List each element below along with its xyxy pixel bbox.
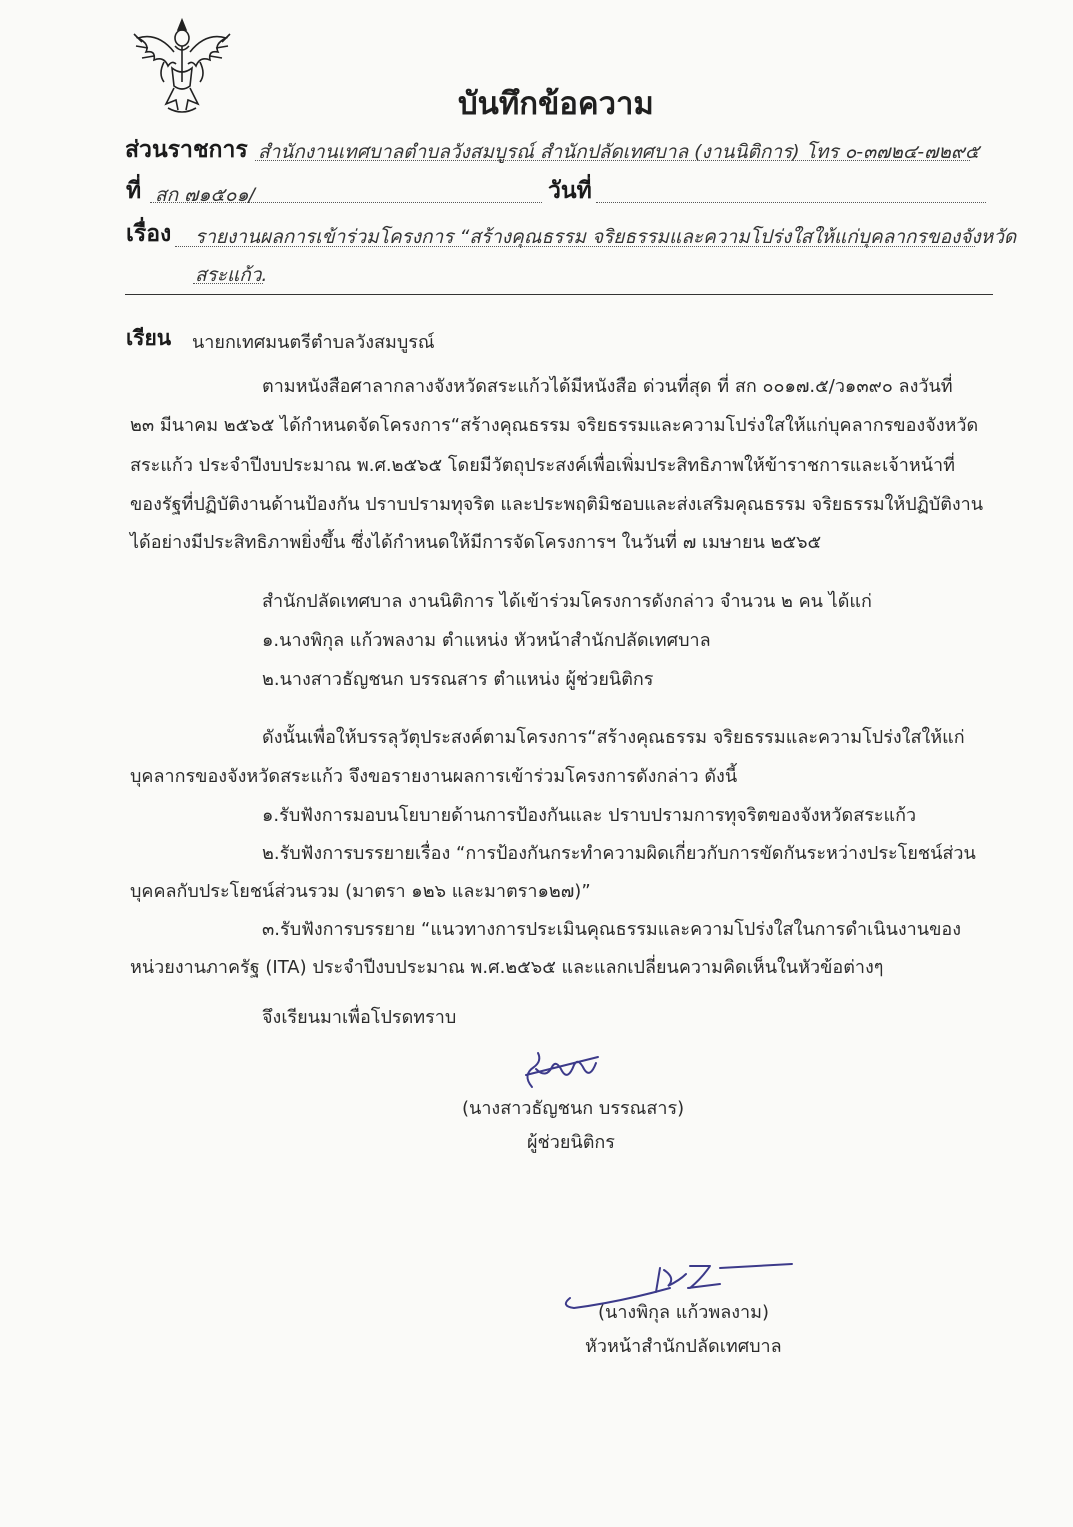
ref-label: ที่: [126, 178, 142, 204]
participant-item: ๑.นางพิกุล แก้วพลงาม ตำแหน่ง หัวหน้าสำนักปลัดเทศบาล: [262, 630, 711, 651]
body-line: ตามหนังสือศาลากลางจังหวัดสระแก้วได้มีหนังสือ ด่วนที่สุด ที่ สก ๐๐๑๗.๕/ว๑๓๙๐ ลงวันที่: [262, 376, 953, 397]
garuda-emblem-icon: [128, 12, 236, 120]
salutation-label: เรียน: [126, 326, 172, 350]
body-line: สำนักปลัดเทศบาล งานนิติการ ได้เข้าร่วมโครงการดังกล่าว จำนวน ๒ คน ได้แก่: [262, 591, 872, 612]
body-line: ๒๓ มีนาคม ๒๕๖๕ ได้กำหนดจัดโครงการ“สร้างคุณธรรม จริยธรรมและความโปร่งใสให้แก่บุคลากรของจังหวัด: [130, 415, 979, 436]
subject-line-1: รายงานผลการเข้าร่วมโครงการ “สร้างคุณธรรม จริยธรรมและความโปร่งใสให้แก่บุคลากรของจังหวัด: [195, 226, 1017, 248]
body-line: ของรัฐที่ปฏิบัติงานด้านป้องกัน ปราบปรามทุจริต และประพฤติมิชอบและส่งเสริมคุณธรรม จริยธรรมให้ปฏิบัติงาน: [130, 494, 984, 515]
subject-dotted-line-1: [175, 246, 975, 247]
result-item: ๓.รับฟังการบรรยาย “แนวทางการประเมินคุณธรรมและความโปร่งใสในการดำเนินงานของ: [262, 919, 961, 940]
body-line: ได้อย่างมีประสิทธิภาพยิ่งขึ้น ซึ่งได้กำหนดให้มีการจัดโครงการฯ ในวันที่ ๗ เมษายน ๒๕๖๕: [130, 532, 822, 553]
department-dotted-line: [255, 160, 970, 161]
body-line: สระแก้ว ประจำปีงบประมาณ พ.ศ.๒๕๖๕ โดยมีวัตถุประสงค์เพื่อเพิ่มประสิทธิภาพให้ข้าราชการและเจ้าหน้าที่: [130, 455, 956, 476]
date-dotted-line: [596, 202, 986, 203]
header-divider: [125, 294, 993, 295]
subject-label: เรื่อง: [126, 221, 172, 247]
signature1-name: (นางสาวธัญชนก บรรณสาร): [462, 1098, 685, 1119]
signature1-position: ผู้ช่วยนิติกร: [527, 1132, 615, 1153]
subject-line-2: สระแก้ว.: [195, 264, 268, 286]
result-item: ๑.รับฟังการมอบนโยบายด้านการป้องกันและ ปราบปรามการทุจริตของจังหวัดสระแก้ว: [262, 805, 917, 826]
ref-dotted-line: [150, 202, 542, 203]
signature2-position: หัวหน้าสำนักปลัดเทศบาล: [585, 1336, 782, 1357]
handwritten-signature-1: [512, 1045, 612, 1095]
closing-line: จึงเรียนมาเพื่อโปรดทราบ: [262, 1007, 457, 1028]
ref-value: สก ๗๑๕๐๑/: [155, 184, 255, 206]
signature2-name: (นางพิกุล แก้วพลงาม): [598, 1302, 770, 1323]
body-line: บุคคลกับประโยชน์ส่วนรวม (มาตรา ๑๒๖ และมาตรา๑๒๗)”: [130, 881, 591, 902]
participant-item: ๒.นางสาวธัญชนก บรรณสาร ตำแหน่ง ผู้ช่วยนิติกร: [262, 669, 654, 690]
result-item: ๒.รับฟังการบรรยายเรื่อง “การป้องกันกระทำความผิดเกี่ยวกับการขัดกันระหว่างประโยชน์ส่วน: [262, 843, 976, 864]
body-line: ดังนั้นเพื่อให้บรรลุวัตุประสงค์ตามโครงการ“สร้างคุณธรรม จริยธรรมและความโปร่งใสให้แก่: [262, 727, 965, 748]
salutation-value: นายกเทศมนตรีตำบลวังสมบูรณ์: [192, 332, 435, 353]
body-line: บุคลากรของจังหวัดสระแก้ว จึงขอรายงานผลการเข้าร่วมโครงการดังกล่าว ดังนี้: [130, 766, 738, 787]
department-label: ส่วนราชการ: [125, 137, 248, 163]
subject-dotted-line-2: [193, 283, 263, 284]
date-label: วันที่: [548, 178, 592, 204]
memo-title: บันทึกข้อความ: [458, 86, 654, 122]
department-value: สำนักงานเทศบาลตำบลวังสมบูรณ์ สำนักปลัดเทศบาล (งานนิติการ) โทร ๐-๓๗๒๔-๗๒๙๕: [258, 141, 980, 163]
body-line: หน่วยงานภาครัฐ (ITA) ประจำปีงบประมาณ พ.ศ.๒๕๖๕ และแลกเปลี่ยนความคิดเห็นในหัวข้อต่างๆ: [130, 957, 884, 978]
